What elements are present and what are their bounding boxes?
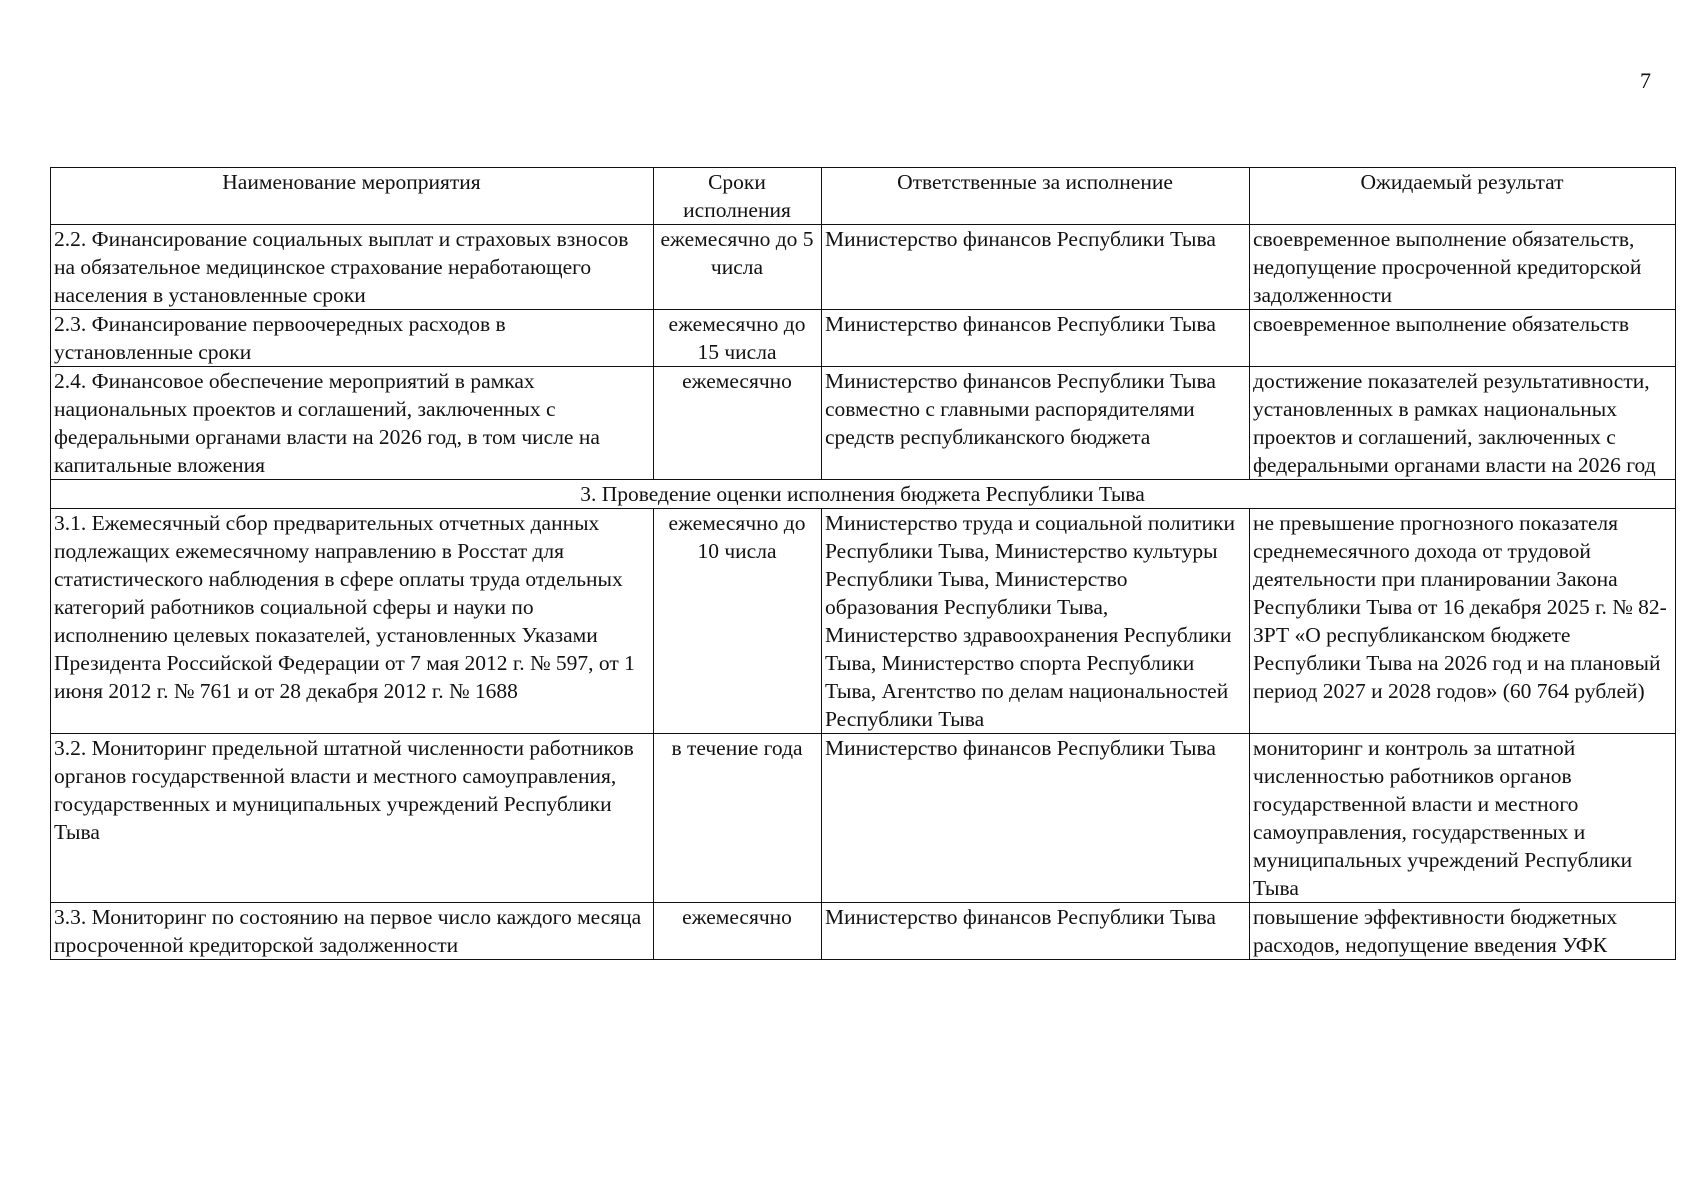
cell-responsible: Министерство финансов Республики Тыва [822, 225, 1250, 310]
table-row [51, 509, 1676, 734]
section-row [51, 480, 1676, 509]
cell-responsible: Министерство финансов Республики Тыва [822, 734, 1250, 903]
cell-result: повышение эффективности бюджетных расходов, недопущение введения УФК [1250, 903, 1676, 960]
cell-name: 2.4. Финансовое обеспечение мероприятий в рамках национальных проектов и соглашений, заключенных с федеральными органами власти на 2026 год, в том числе на капитальные вложения [51, 367, 654, 480]
header-responsible: Ответственные за исполнение [822, 168, 1250, 225]
table-header-row [51, 168, 1676, 225]
cell-responsible: Министерство финансов Республики Тыва [822, 903, 1250, 960]
cell-result: своевременное выполнение обязательств [1250, 310, 1676, 367]
table-row [51, 367, 1676, 480]
table-row [51, 225, 1676, 310]
cell-deadline: ежемесячно [654, 367, 822, 480]
cell-name: 3.3. Мониторинг по состоянию на первое число каждого месяца просроченной кредиторской задолженности [51, 903, 654, 960]
cell-result: не превышение прогнозного показателя среднемесячного дохода от трудовой деятельности при планировании Закона Республики Тыва от 16 декабря 2025 г. № 82-ЗРТ «О республиканском бюджете Республики Тыва на 2026 год и на плановый период 2027 и 2028 годов» (60 764 рублей) [1250, 509, 1676, 734]
header-result: Ожидаемый результат [1250, 168, 1676, 225]
cell-name: 2.2. Финансирование социальных выплат и страховых взносов на обязательное медицинское страхование неработающего населения в установленные сроки [51, 225, 654, 310]
section-title: 3. Проведение оценки исполнения бюджета Республики Тыва [51, 480, 1676, 509]
cell-deadline: ежемесячно до 10 числа [654, 509, 822, 734]
cell-responsible: Министерство финансов Республики Тыва совместно с главными распорядителями средств республиканского бюджета [822, 367, 1250, 480]
cell-result: своевременное выполнение обязательств, недопущение просроченной кредиторской задолженности [1250, 225, 1676, 310]
cell-result: достижение показателей результативности, установленных в рамках национальных проектов и соглашений, заключенных с федеральными органами власти на 2026 год [1250, 367, 1676, 480]
cell-name: 3.1. Ежемесячный сбор предварительных отчетных данных подлежащих ежемесячному направлению в Росстат для статистического наблюдения в сфере оплаты труда отдельных категорий работников социальной сферы и науки по исполнению целевых показателей, установленных Указами Президента Российской Федерации от 7 мая 2012 г. № 597, от 1 июня 2012 г. № 761 и от 28 декабря 2012 г. № 1688 [51, 509, 654, 734]
cell-deadline: ежемесячно до 5 числа [654, 225, 822, 310]
table-row [51, 310, 1676, 367]
cell-name: 2.3. Финансирование первоочередных расходов в установленные сроки [51, 310, 654, 367]
cell-deadline: ежемесячно [654, 903, 822, 960]
header-name: Наименование мероприятия [51, 168, 654, 225]
cell-deadline: в течение года [654, 734, 822, 903]
action-plan-table [50, 167, 1676, 960]
cell-name: 3.2. Мониторинг предельной штатной численности работников органов государственной власти и местного самоуправления, государственных и муниципальных учреждений Республики Тыва [51, 734, 654, 903]
cell-responsible: Министерство финансов Республики Тыва [822, 310, 1250, 367]
page-number: 7 [1640, 68, 1651, 93]
header-deadline: Сроки исполнения [654, 168, 822, 225]
table-row [51, 734, 1676, 903]
cell-result: мониторинг и контроль за штатной численностью работников органов государственной власти и местного самоуправления, государственных и муниципальных учреждений Республики Тыва [1250, 734, 1676, 903]
cell-deadline: ежемесячно до 15 числа [654, 310, 822, 367]
cell-responsible: Министерство труда и социальной политики Республики Тыва, Министерство культуры Республики Тыва, Министерство образования Республики Тыва, Министерство здравоохранения Республики Тыва, Министерство спорта Республики Тыва, Агентство по делам национальностей Республики Тыва [822, 509, 1250, 734]
table-row [51, 903, 1676, 960]
